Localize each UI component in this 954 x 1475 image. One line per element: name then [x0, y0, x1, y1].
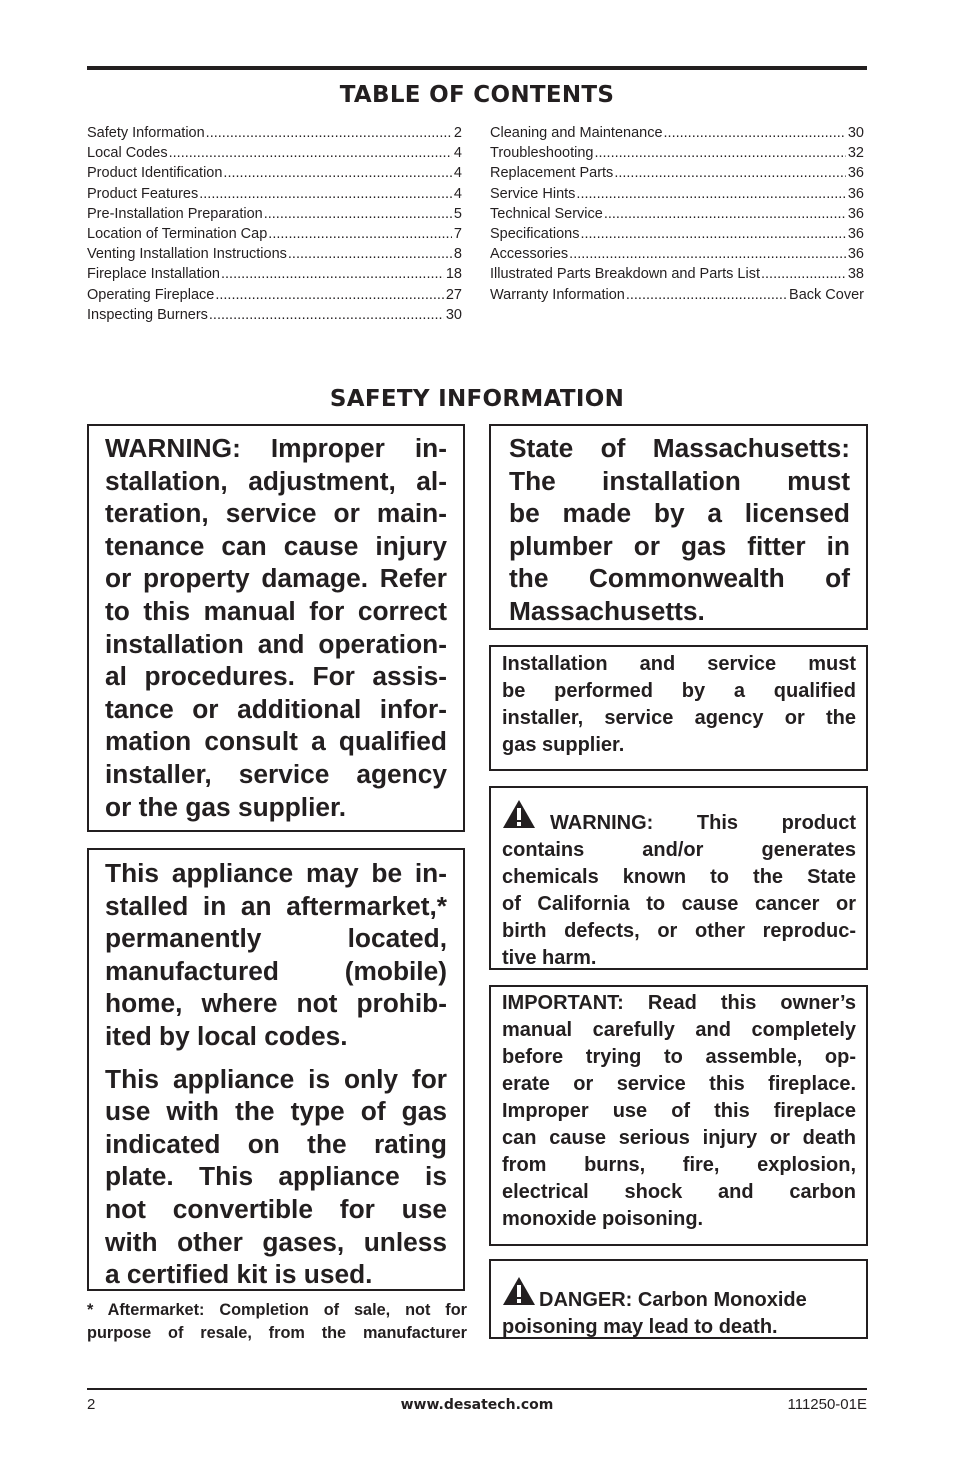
text-line: installer, service agency: [105, 758, 447, 789]
aftermarket-footnote: [87, 1299, 467, 1345]
text-line: tenance can cause injury: [105, 530, 447, 561]
text-line: manual carefully and completely: [502, 1019, 856, 1041]
text-line: be made by a licensed: [509, 498, 850, 529]
text-line: stalled in an aftermarket,*: [105, 890, 447, 921]
toc-dot-leader: [580, 224, 845, 244]
text-line: indicated on the rating: [105, 1128, 447, 1159]
text-line: before trying to assemble, op-: [502, 1046, 856, 1068]
toc-dot-leader: [169, 143, 452, 163]
toc-dot-leader: [569, 244, 846, 264]
toc-entry-label: Technical Service: [490, 205, 603, 222]
text-line: the Commonwealth of: [509, 563, 850, 594]
toc-dot-leader: [223, 163, 452, 183]
text-line: WARNING: Improper in-: [105, 433, 447, 463]
text-line: al procedures. For assis-: [105, 661, 447, 692]
toc-entry-label: Location of Termination Cap: [87, 225, 268, 242]
top-rule: [87, 66, 867, 70]
toc-entry[interactable]: [87, 224, 462, 244]
text-line: plumber or gas fitter in: [509, 530, 850, 561]
toc-entry-page: 30: [445, 306, 462, 323]
text-line: home, where not prohib-: [105, 988, 447, 1019]
warning-triangle-icon: [502, 1276, 536, 1314]
toc-dot-leader: [206, 123, 452, 143]
text-line: a certified kit is used.: [105, 1259, 373, 1290]
text-line: The installation must: [509, 465, 850, 496]
toc-entry-label: Cleaning and Maintenance: [490, 125, 663, 141]
toc-entry-label: Warranty Information: [490, 286, 625, 303]
toc-entry[interactable]: [490, 285, 864, 305]
toc-right-column: [490, 123, 864, 305]
text-line: This appliance may be in-: [105, 858, 447, 888]
text-line: can cause serious injury or death: [502, 1127, 856, 1149]
page-number: 2: [87, 1396, 96, 1413]
toc-entry-page: 18: [445, 266, 462, 283]
toc-entry[interactable]: [87, 305, 462, 325]
toc-dot-leader: [604, 204, 846, 224]
text-line-content: DANGER: Carbon Monoxide: [539, 1289, 807, 1311]
text-line: electrical shock and carbon: [502, 1181, 856, 1203]
toc-entry[interactable]: [87, 244, 462, 264]
text-line: permanently located,: [105, 923, 447, 954]
text-line: State of Massachusetts:: [509, 433, 850, 463]
toc-dot-leader: [264, 204, 452, 224]
text-line: to this manual for correct: [105, 595, 447, 626]
aftermarket-box: [87, 848, 465, 1291]
text-line: mation consult a qualified: [105, 726, 447, 757]
toc-entry-page: 5: [453, 205, 462, 222]
toc-entry-page: 8: [453, 246, 462, 263]
toc-entry-label: Service Hints: [490, 185, 576, 202]
safety-title: SAFETY INFORMATION: [329, 386, 625, 412]
toc-entry-page: 7: [453, 225, 462, 242]
toc-entry-page: 36: [847, 185, 864, 202]
toc-entry-label: Local Codes: [87, 145, 168, 162]
toc-entry-label: Safety Information: [87, 125, 205, 141]
toc-entry-page: 4: [453, 185, 462, 202]
toc-entry-label: Operating Fireplace: [87, 286, 215, 303]
text-line: tive harm.: [502, 947, 597, 969]
toc-entry[interactable]: [87, 163, 462, 183]
danger-box: [489, 1259, 868, 1339]
text-line: monoxide poisoning.: [502, 1208, 704, 1230]
toc-entry-label: Replacement Parts: [490, 165, 614, 182]
text-line: [502, 799, 856, 837]
text-line: use with the type of gas: [105, 1096, 447, 1127]
text-line-content: WARNING: This product: [550, 812, 856, 834]
toc-dot-leader: [288, 244, 452, 264]
toc-entry-label: Specifications: [490, 225, 580, 242]
toc-entry-page: 4: [453, 165, 462, 182]
text-line: birth defects, or other reproduc-: [502, 920, 856, 942]
text-line: manufactured (mobile): [105, 955, 447, 986]
warning-improper-box: [87, 424, 465, 832]
toc-dot-leader: [215, 285, 444, 305]
toc-entry[interactable]: [490, 143, 864, 163]
toc-entry-page: 30: [847, 125, 864, 141]
text-line: contains and/or generates: [502, 839, 856, 861]
toc-entry-label: Product Features: [87, 185, 199, 202]
document-number: 111250-01E: [787, 1396, 867, 1413]
toc-entry-label: Venting Installation Instructions: [87, 246, 287, 263]
toc-entry[interactable]: [87, 204, 462, 224]
toc-entry-page: 36: [847, 246, 864, 263]
toc-title: TABLE OF CONTENTS: [339, 82, 615, 108]
toc-entry[interactable]: [490, 163, 864, 183]
toc-entry-label: Illustrated Parts Breakdown and Parts List: [490, 266, 760, 283]
text-line: be performed by a qualified: [502, 680, 856, 702]
text-line: installation and operation-: [105, 628, 447, 659]
text-line: teration, service or main-: [105, 498, 447, 529]
text-line: from burns, fire, explosion,: [502, 1154, 856, 1176]
toc-entry-page: 4: [453, 145, 462, 162]
text-line: of California to cause cancer or: [502, 893, 856, 915]
california-warning-box: [489, 786, 868, 970]
text-line: erate or service this fireplace.: [502, 1073, 856, 1095]
toc-entry-page: 27: [445, 286, 462, 303]
toc-entry-label: Pre-Installation Preparation: [87, 205, 263, 222]
massachusetts-box: [489, 424, 868, 630]
toc-dot-leader: [199, 184, 452, 204]
bottom-rule: [87, 1388, 867, 1390]
text-line: * Aftermarket: Completion of sale, not for: [87, 1301, 467, 1319]
toc-dot-leader: [664, 123, 846, 143]
important-box: [489, 985, 868, 1246]
toc-entry[interactable]: [490, 264, 864, 284]
toc-dot-leader: [221, 264, 444, 284]
toc-entry[interactable]: [87, 285, 462, 305]
toc-entry[interactable]: [87, 264, 462, 284]
toc-entry[interactable]: [490, 204, 864, 224]
text-line: stallation, adjustment, al-: [105, 465, 447, 496]
toc-entry-page: 36: [847, 225, 864, 242]
toc-entry-label: Troubleshooting: [490, 145, 594, 162]
toc-entry[interactable]: [490, 224, 864, 244]
toc-entry-page: Back Cover: [789, 286, 864, 303]
toc-entry[interactable]: [87, 184, 462, 204]
text-line: IMPORTANT: Read this owner’s: [502, 992, 856, 1014]
website-link[interactable]: www.desatech.com: [400, 1397, 554, 1413]
toc-entry-page: 36: [847, 165, 864, 182]
toc-entry-page: 32: [847, 145, 864, 162]
toc-dot-leader: [209, 305, 444, 325]
toc-entry-page: 36: [847, 205, 864, 222]
toc-entry-page: 38: [847, 266, 864, 283]
toc-entry[interactable]: [490, 184, 864, 204]
toc-entry-label: Accessories: [490, 246, 569, 263]
toc-left-column: [87, 123, 462, 325]
warning-triangle-icon: [502, 799, 536, 837]
text-line: plate. This appliance is: [105, 1161, 447, 1192]
toc-dot-leader: [761, 264, 846, 284]
toc-entry[interactable]: [87, 123, 462, 143]
toc-entry[interactable]: [87, 143, 462, 163]
toc-dot-leader: [594, 143, 845, 163]
toc-entry[interactable]: [490, 123, 864, 143]
toc-entry-label: Inspecting Burners: [87, 306, 208, 323]
text-line: chemicals known to the State: [502, 866, 856, 888]
text-line: [502, 1276, 856, 1314]
paragraph-gap: [105, 1053, 447, 1063]
text-line: or the gas supplier.: [105, 791, 347, 822]
text-line: with other gases, unless: [105, 1226, 447, 1257]
text-line: purpose of resale, from the manufacturer: [87, 1324, 467, 1342]
text-line: tance or additional infor-: [105, 693, 447, 724]
text-line: gas supplier.: [502, 734, 625, 756]
text-line: ited by local codes.: [105, 1020, 348, 1051]
text-line: This appliance is only for: [105, 1063, 447, 1094]
text-line: or property damage. Refer: [105, 563, 447, 594]
text-line: poisoning may lead to death.: [502, 1316, 778, 1338]
text-line: Installation and service must: [502, 653, 856, 675]
toc-dot-leader: [626, 285, 787, 305]
toc-dot-leader: [268, 224, 452, 244]
toc-dot-leader: [576, 184, 845, 204]
toc-entry-label: Product Identification: [87, 165, 223, 182]
toc-entry-label: Fireplace Installation: [87, 266, 220, 283]
text-line: not convertible for use: [105, 1193, 447, 1224]
text-line: Improper use of this fireplace: [502, 1100, 856, 1122]
toc-entry-page: 2: [453, 125, 462, 141]
toc-dot-leader: [614, 163, 846, 183]
installation-service-box: [489, 645, 868, 771]
text-line: installer, service agency or the: [502, 707, 856, 729]
toc-entry[interactable]: [490, 244, 864, 264]
text-line: Massachusetts.: [509, 595, 705, 626]
